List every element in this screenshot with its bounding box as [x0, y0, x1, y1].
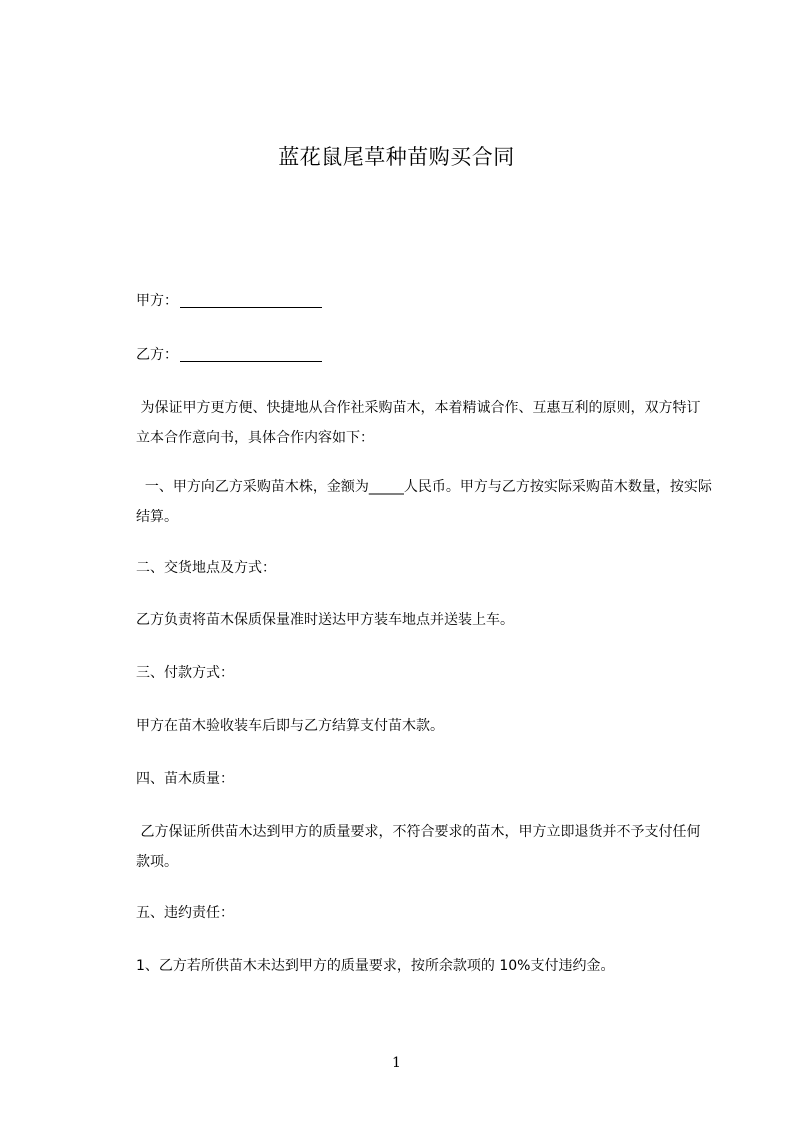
party-b-label: 乙方： — [136, 347, 178, 363]
document-title: 蓝花鼠尾草种苗购买合同 — [278, 145, 515, 169]
intro-paragraph: 为保证甲方更方便、快捷地从合作社采购苗木，本着精诚合作、互惠互利的原则，双方特订立本合作意向书，具体合作内容如下： — [136, 400, 701, 446]
clause-4-heading: 四、苗木质量： — [136, 771, 234, 787]
clause-2-body: 乙方负责将苗木保质保量准时送达甲方装车地点并送装上车。 — [136, 612, 514, 628]
clause-2-heading: 二、交货地点及方式： — [136, 560, 276, 576]
clause-3-body: 甲方在苗木验收装车后即与乙方结算支付苗木款。 — [136, 718, 444, 734]
page-number: 1 — [392, 1055, 401, 1071]
party-b-line — [136, 340, 711, 370]
clause-3-heading: 三、付款方式： — [136, 665, 234, 681]
clause-5-heading: 五、违约责任： — [136, 905, 234, 921]
party-a-label: 甲方： — [136, 293, 178, 309]
clause-4-body: 乙方保证所供苗木达到甲方的质量要求，不符合要求的苗木，甲方立即退货并不予支付任何款项。 — [136, 824, 701, 870]
clause-1-paragraph: 一、甲方向乙方采购苗木株，金额为_____人民币。甲方与乙方按实际采购苗木数量，按实际结算。 — [136, 479, 712, 525]
party-b-blank — [180, 345, 322, 362]
party-a-blank — [180, 291, 322, 308]
party-a-line — [136, 286, 711, 316]
clause-5-item-1: 1、乙方若所供苗木未达到甲方的质量要求，按所余款项的 10%支付违约金。 — [136, 958, 615, 974]
